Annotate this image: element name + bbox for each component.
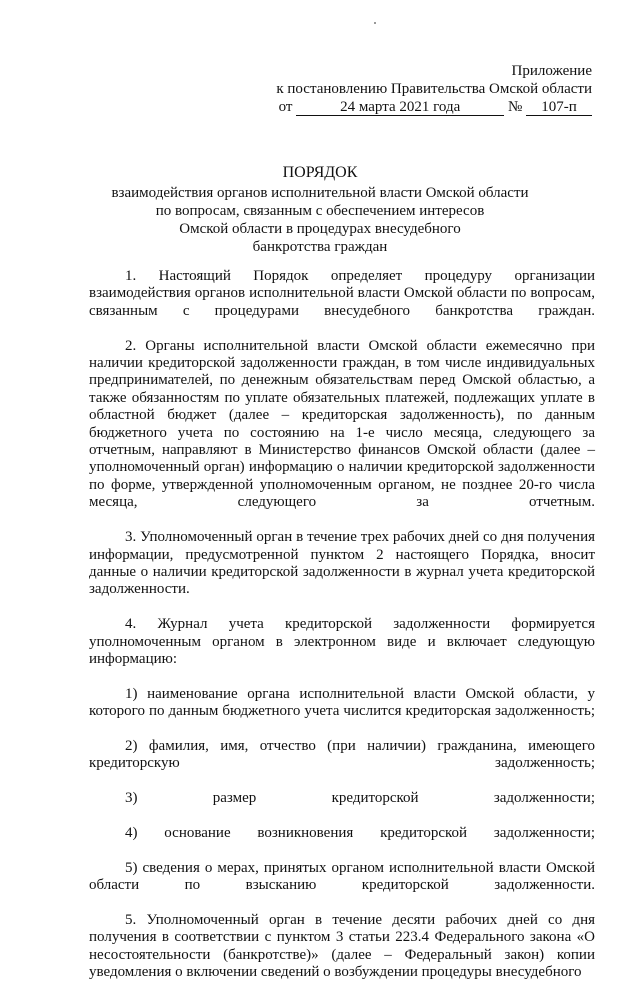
annex-number-label: № [507, 99, 523, 115]
annex-resolution-line: к постановлению Правительства Омской области [276, 81, 592, 97]
annex-from-label: от [278, 99, 293, 115]
paragraph-1: 1. Настоящий Порядок определяет процедуру организации взаимодействия органов исполнительной власти Омской области по вопросам, связанным с процедурами внесудебного банкротства граждан. [89, 268, 595, 319]
paragraph-2: 2. Органы исполнительной власти Омской области ежемесячно при наличии кредиторской задолженности граждан, в том числе индивидуальных предпринимателей, по денежным обязательствам перед Омской областью, а также обязанностям по уплате обязательных платежей, подлежащих уплате в областной бюджет (далее – кредиторская задолженность), по данным бюджетного учета по состоянию на 1-е число месяца, следующего за отчетным, направляют в Министерство финансов Омской области (далее – уполномоченный орган) информацию о наличии кредиторской задолженности по форме, утвержденной уполномоченным органом, не позднее 20-го числа месяца, следующего за отчетным. [89, 337, 595, 511]
scan-dot [374, 22, 376, 24]
annex-number: 107-п [526, 99, 592, 116]
paragraph-5: 5. Уполномоченный орган в течение десяти рабочих дней со дня получения в соответствии с пунктом 3 статьи 223.4 Федерального закона «О несостоятельности (банкротстве)» (далее – Федеральный закон) копии уведомления о включении сведений о возбуждении процедуры внесудебного [89, 912, 595, 981]
annex-block [276, 62, 592, 116]
list-item-3: 3) размер кредиторской задолженности; [125, 790, 595, 807]
list-item-2: 2) фамилия, имя, отчество (при наличии) гражданина, имеющего кредиторскую задолженность; [89, 737, 595, 772]
list-item-1: 1) наименование органа исполнительной власти Омской области, у которого по данным бюджетного учета числится кредиторская задолженность; [89, 685, 595, 720]
document-subtitle-line: банкротства граждан [252, 239, 388, 255]
annex-date: 24 марта 2021 года [296, 99, 504, 116]
list-item-4: 4) основание возникновения кредиторской задолженности; [125, 825, 595, 841]
document-title: ПОРЯДОК [282, 164, 358, 181]
list-item-5: 5) сведения о мерах, принятых органом исполнительной власти Омской области по взысканию кредиторской задолженности. [89, 859, 595, 894]
document-subtitle-line: по вопросам, связанным с обеспечением интересов [155, 203, 485, 219]
document-body [89, 268, 595, 982]
document-subtitle-line: взаимодействия органов исполнительной власти Омской области [111, 185, 529, 201]
document-heading [0, 164, 640, 256]
paragraph-3: 3. Уполномоченный орган в течение трех рабочих дней со дня получения информации, предусмотренной пунктом 2 настоящего Порядка, вносит данные о наличии кредиторской задолженности в журнал учета кредиторской задолженности. [89, 529, 595, 598]
paragraph-4: 4. Журнал учета кредиторской задолженности формируется уполномоченным органом в электронном виде и включает следующую информацию: [89, 616, 595, 667]
annex-title: Приложение [511, 63, 592, 79]
annex-date-number-line [276, 98, 592, 116]
document-subtitle-line: Омской области в процедурах внесудебного [179, 221, 461, 237]
